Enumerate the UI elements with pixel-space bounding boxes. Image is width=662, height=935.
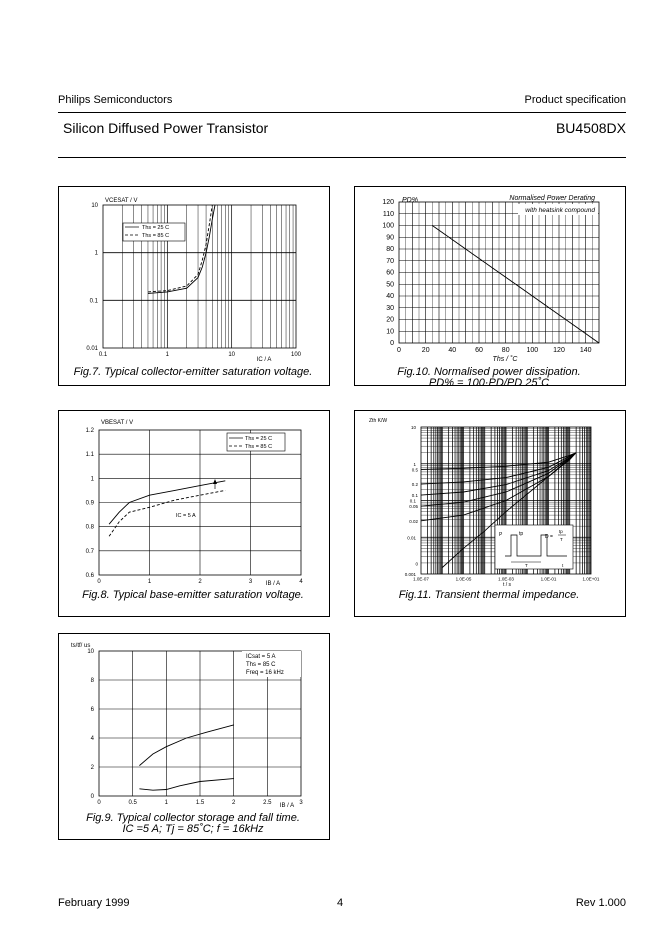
fig10-caption-1: Fig.10. Normalised power dissipation. <box>397 366 581 378</box>
fig10-xtick: 0 <box>397 347 401 354</box>
fig10-ylabel: PD% <box>402 197 418 204</box>
fig11-inset-d: D = <box>545 534 553 540</box>
fig8-legend <box>227 433 285 451</box>
fig11-panel <box>354 410 626 617</box>
fig7-caption: Fig.7. Typical collector-emitter saturation voltage. <box>73 366 313 378</box>
footer-rev: Rev 1.000 <box>575 897 626 909</box>
fig11-xtick: 1.0E-03 <box>498 576 514 582</box>
fig9-chart <box>59 634 329 839</box>
fig7-xtick: 100 <box>290 352 302 358</box>
fig9-caption-1: Fig.9. Typical collector storage and fall time. <box>86 812 300 824</box>
fig10-ytick: 10 <box>386 328 394 336</box>
doc-type: Product specification <box>524 94 626 106</box>
fig9-cond-3: Freq = 16 kHz <box>246 670 284 676</box>
fig7-ytick: 1 <box>94 250 98 257</box>
fig8-xtick: 2 <box>198 579 202 585</box>
fig11-ytick: 0.001 <box>404 572 416 577</box>
fig10-xtick: 60 <box>475 347 483 354</box>
fig9-ytick: 0 <box>90 794 94 800</box>
fig9-xtick: 2.5 <box>263 800 272 806</box>
fig10-ytick: 100 <box>382 222 394 230</box>
fig10-ytick: 50 <box>386 281 394 289</box>
fig10-ytick: 90 <box>386 234 394 242</box>
fig9-xtick: 0.5 <box>128 800 137 806</box>
fig8-ytick: 1 <box>90 476 94 483</box>
fig11-inset-frac-top: tp <box>559 529 563 534</box>
fig10-ytick: 70 <box>386 257 394 265</box>
fig8-xtick: 1 <box>147 579 152 585</box>
fig8-xlabel: IB / A <box>265 581 281 587</box>
fig11-duty-2: 0.1 <box>411 493 418 499</box>
fig10-xtick: 120 <box>553 347 565 354</box>
fig10-xtick: 100 <box>526 347 539 354</box>
title-rule <box>58 157 626 158</box>
fig11-xtick: 1.0E-01 <box>540 576 557 582</box>
fig9-xlabel: IB / A <box>279 803 295 809</box>
fig7-xlabel: IC / A <box>256 357 272 363</box>
fig8-xtick: 3 <box>248 579 253 585</box>
fig10-chart <box>355 187 625 385</box>
fig10-xlabel: Ths / ˚C <box>492 356 518 363</box>
fig10-xtick: 140 <box>579 347 592 354</box>
company-name: Philips Semiconductors <box>58 94 173 106</box>
fig11-duty-3: 0.05 <box>409 504 418 510</box>
fig8-panel <box>58 410 330 617</box>
fig10-ytick: 60 <box>386 269 394 277</box>
fig11-xtick: 1.0E-07 <box>413 576 429 582</box>
fig11-ytick: 0.1 <box>409 498 416 504</box>
fig8-xtick: 4 <box>299 579 303 585</box>
fig11-inset-frac-bot: T <box>560 537 563 542</box>
footer-page: 4 <box>337 897 344 909</box>
fig10-ytick: 120 <box>382 199 394 206</box>
fig8-ytick: 0.7 <box>85 548 94 555</box>
fig10-ytick: 40 <box>386 293 394 300</box>
fig9-ylabel: ts/tf/ us <box>71 643 91 649</box>
fig10-ytick: 110 <box>382 210 394 218</box>
part-number: BU4508DX <box>555 120 626 136</box>
fig11-duty-0: 0.5 <box>411 467 418 473</box>
fig7-ytick: 10 <box>91 203 98 209</box>
fig11-duty-5: 0 <box>415 561 418 567</box>
fig11-duty-1: 0.2 <box>411 482 418 488</box>
fig11-caption: Fig.11. Transient thermal impedance. <box>398 589 580 601</box>
fig8-ytick: 1.1 <box>85 452 94 459</box>
fig10-caption-2: PD% = 100·PD/PD 25˚C <box>428 377 550 389</box>
fig7-legend-2: Ths = 85 C <box>142 233 170 239</box>
fig11-xtick: 1.0E+01 <box>582 576 600 582</box>
fig9-caption-2: IC =5 A; Tj = 85˚C; f = 16kHz <box>122 823 264 835</box>
fig11-chart <box>355 411 625 616</box>
fig9-xtick: 2 <box>231 800 236 806</box>
fig7-xtick: 10 <box>228 352 236 358</box>
fig11-ytick: 1 <box>413 461 416 467</box>
fig7-xtick: 0.1 <box>98 352 108 358</box>
fig7-xtick: 1 <box>165 352 170 358</box>
fig11-xlabel: t / s <box>502 582 512 588</box>
fig10-xtick: 20 <box>421 347 430 354</box>
fig10-ytick: 20 <box>386 316 394 324</box>
fig9-ytick: 8 <box>90 678 94 684</box>
fig7-ytick: 0.1 <box>89 298 98 305</box>
doc-title: Silicon Diffused Power Transistor <box>63 120 269 136</box>
fig10-ytick: 30 <box>386 304 394 312</box>
fig9-ytick: 6 <box>90 707 94 713</box>
fig9-xtick: 0 <box>97 800 101 806</box>
fig10-ytick: 80 <box>386 246 394 253</box>
fig8-annotation: IC = 5 A <box>176 513 196 519</box>
fig7-panel <box>58 186 330 386</box>
fig10-ytick: 0 <box>390 340 394 347</box>
fig11-ylabel: Zth K/W <box>369 418 388 424</box>
fig9-cond-1: ICsat = 5 A <box>246 654 276 660</box>
fig7-ytick: 0.01 <box>86 346 98 352</box>
fig7-ylabel: VCESAT / V <box>105 198 138 204</box>
fig8-ylabel: VBESAT / V <box>101 420 134 426</box>
fig9-ytick: 2 <box>90 765 94 771</box>
fig11-inset-p: P <box>499 532 503 538</box>
fig9-ytick: 4 <box>90 736 94 742</box>
fig8-legend-1: Ths = 25 C <box>245 436 273 442</box>
fig8-ytick: 0.9 <box>85 500 94 507</box>
fig9-xtick: 3 <box>299 800 303 806</box>
fig9-cond-2: Ths = 85 C <box>246 662 276 668</box>
fig10-xtick: 80 <box>501 347 510 354</box>
fig8-ytick: 0.6 <box>85 573 94 579</box>
fig9-xtick: 1 <box>164 800 169 806</box>
fig10-xtick: 40 <box>448 347 457 354</box>
fig8-caption: Fig.8. Typical base-emitter saturation voltage. <box>82 589 304 601</box>
fig11-ytick: 10 <box>410 425 416 430</box>
fig8-xtick: 0 <box>97 579 101 585</box>
fig9-panel <box>58 633 330 840</box>
fig11-inset-tp: tp <box>519 531 524 537</box>
footer-date: February 1999 <box>58 897 130 909</box>
fig11-inset-T: T <box>525 563 528 568</box>
fig8-ytick: 0.8 <box>85 524 94 531</box>
fig8-chart <box>59 411 329 616</box>
fig10-panel <box>354 186 626 386</box>
fig8-legend-2: Ths = 85 C <box>245 444 273 450</box>
fig7-legend-1: Ths = 25 C <box>142 225 170 231</box>
fig11-inset-t: t <box>562 563 564 568</box>
fig9-xtick: 1.5 <box>195 800 205 806</box>
fig10-subtitle: with heatsink compound <box>525 207 595 214</box>
header-rule <box>58 112 626 113</box>
fig11-xtick: 1.0E-05 <box>455 576 472 582</box>
fig8-ytick: 1.2 <box>85 428 94 434</box>
fig11-inset <box>495 525 573 569</box>
fig11-ytick: 0.01 <box>407 535 416 541</box>
fig11-duty-4: 0.02 <box>409 518 418 524</box>
fig7-chart <box>59 187 329 385</box>
fig10-title: Normalised Power Derating <box>509 195 595 202</box>
fig7-legend <box>123 223 185 241</box>
fig9-ytick: 10 <box>87 649 94 655</box>
